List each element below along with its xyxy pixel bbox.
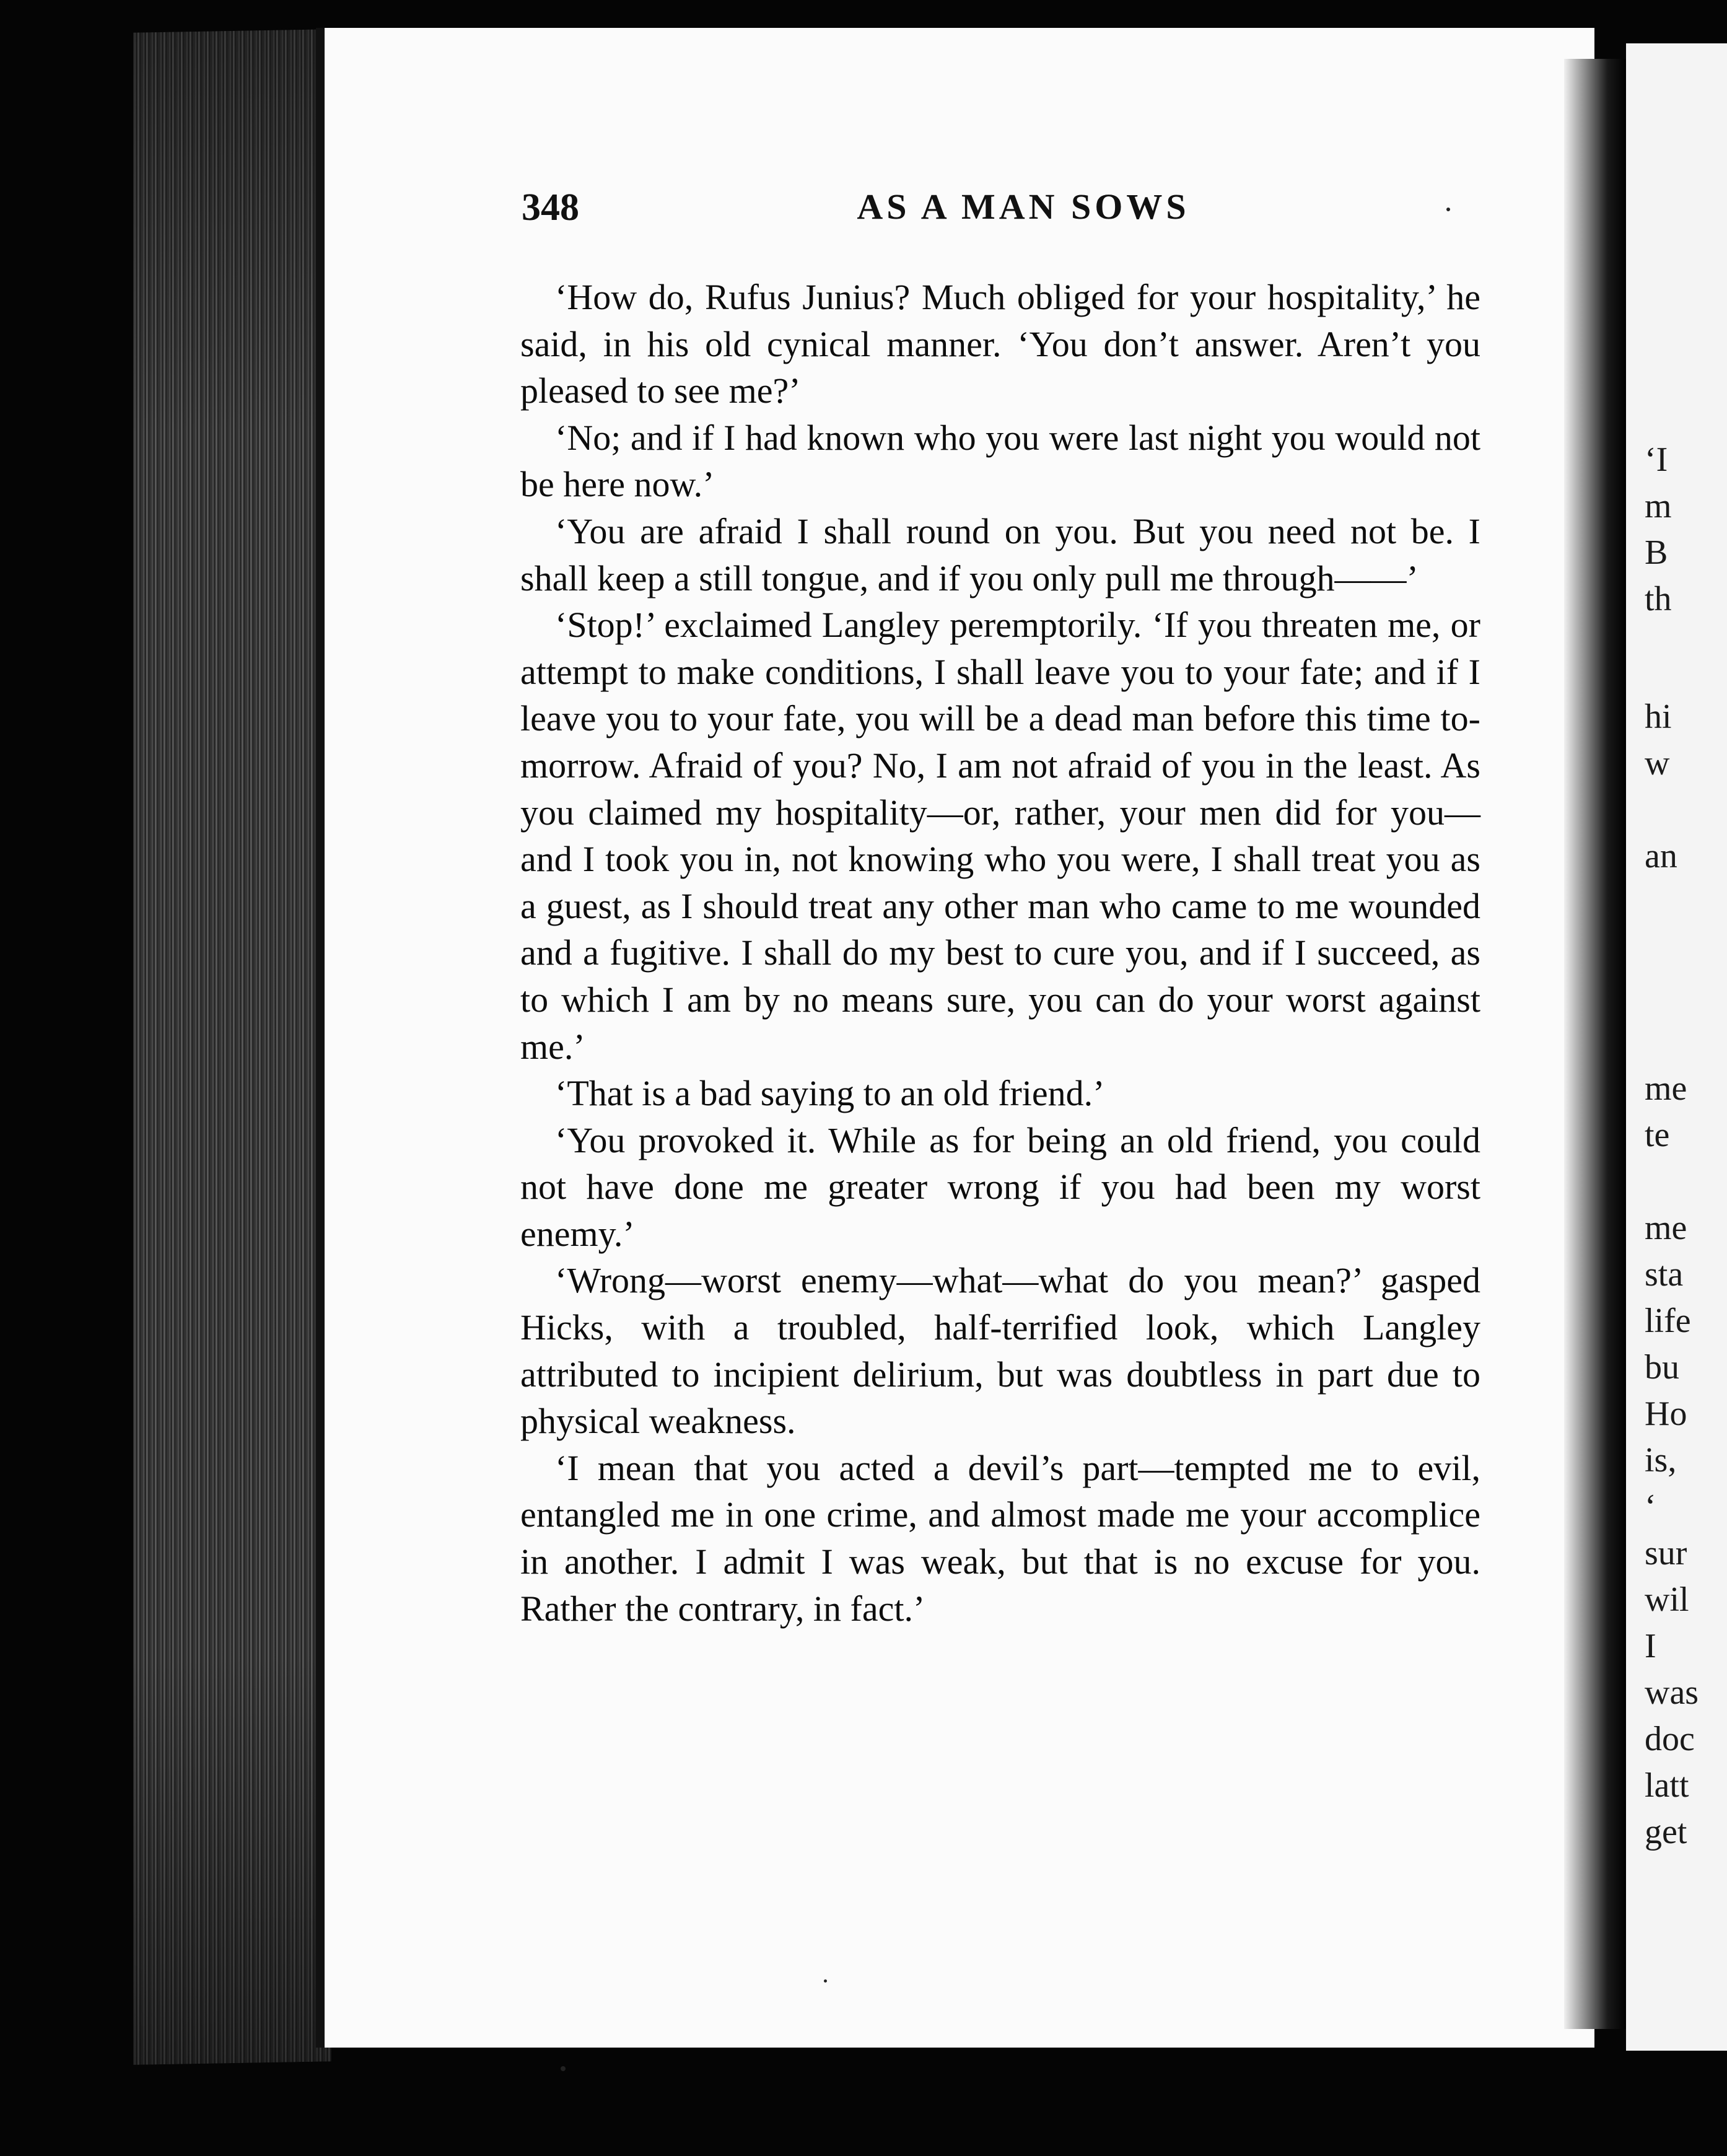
paragraph: ‘I mean that you acted a devil’s part—tempted me to evil, entangled me in one crime, and almost made me your accomplice in another. I admit I was weak, but that is no excuse for you. Rather the contrary, in fact.’ — [520, 1447, 1480, 1629]
facing-fragment: th — [1645, 580, 1672, 618]
facing-fragment: te — [1645, 1116, 1670, 1154]
paragraph: ‘That is a bad saying to an old friend.’ — [555, 1073, 1105, 1114]
paragraph: ‘Wrong—worst enemy—what—what do you mean?’ gasped Hicks, with a troubled, half-terrified look, which Langley attributed to incipient delirium, but was doubtless in part due to physical weakness. — [520, 1260, 1480, 1442]
body-text — [520, 274, 1480, 1632]
paragraph: ‘How do, Rufus Junius? Much obliged for your hospitality,’ he said, in his old cynical manner. ‘You don’t answer. Aren’t you pleased to see me?’ — [520, 277, 1480, 411]
scan-speck — [824, 1979, 827, 1983]
facing-fragment: ‘I — [1645, 440, 1668, 479]
scan-speck — [1446, 208, 1450, 211]
facing-fragment: ‘ — [1645, 1488, 1656, 1526]
facing-fragment: B — [1645, 533, 1668, 572]
running-head — [522, 186, 1488, 248]
facing-fragment: get — [1645, 1813, 1687, 1851]
facing-fragment: bu — [1645, 1348, 1679, 1387]
facing-page-fragment — [1626, 43, 1727, 2051]
scan-speck — [561, 2066, 566, 2071]
facing-fragment: hi — [1645, 698, 1672, 736]
facing-fragment: sta — [1645, 1255, 1684, 1294]
page-number: 348 — [522, 186, 579, 229]
facing-fragment: I — [1645, 1627, 1656, 1665]
paragraph: ‘You provoked it. While as for being an old friend, you could not have done me greater wrong if you had been my worst enemy.’ — [520, 1120, 1480, 1254]
book-gutter-shadow — [1564, 59, 1626, 2029]
paragraph: ‘No; and if I had known who you were last night you would not be here now.’ — [520, 417, 1480, 505]
facing-fragment: an — [1645, 837, 1677, 875]
facing-fragment: w — [1645, 744, 1670, 782]
facing-fragment: was — [1645, 1673, 1699, 1712]
facing-fragment: sur — [1645, 1534, 1687, 1572]
paragraph: ‘You are afraid I shall round on you. But you need not be. I shall keep a still tongue, and if you only pull me through——’ — [520, 511, 1480, 598]
facing-fragment: life — [1645, 1302, 1691, 1340]
facing-fragment: Ho — [1645, 1395, 1687, 1433]
facing-fragment: m — [1645, 487, 1672, 525]
facing-fragment: me — [1645, 1069, 1687, 1108]
running-title: AS A MAN SOWS — [857, 186, 1190, 227]
facing-fragment: wil — [1645, 1580, 1689, 1619]
facing-fragment: is, — [1645, 1441, 1677, 1479]
facing-fragment: doc — [1645, 1720, 1695, 1758]
facing-fragment: me — [1645, 1209, 1687, 1247]
facing-fragment: latt — [1645, 1766, 1689, 1805]
page-edge-stack — [133, 29, 331, 2065]
paragraph: ‘Stop!’ exclaimed Langley peremptorily. ‘If you threaten me, or attempt to make conditions, I shall leave you to your fate; and if I leave you to your fate, you will be a dead man before this time to-morrow. Afraid of you? No, I am not afraid of you in the least. As you claimed my hospitality—or, rather, your men did for you—and I took you in, not knowing who you were, I shall treat you as a guest, as I should treat any other man who came to me wounded and a fugitive. I shall do my best to cure you, and if I succeed, as to which I am by no means sure, you can do your worst against me.’ — [520, 605, 1480, 1067]
